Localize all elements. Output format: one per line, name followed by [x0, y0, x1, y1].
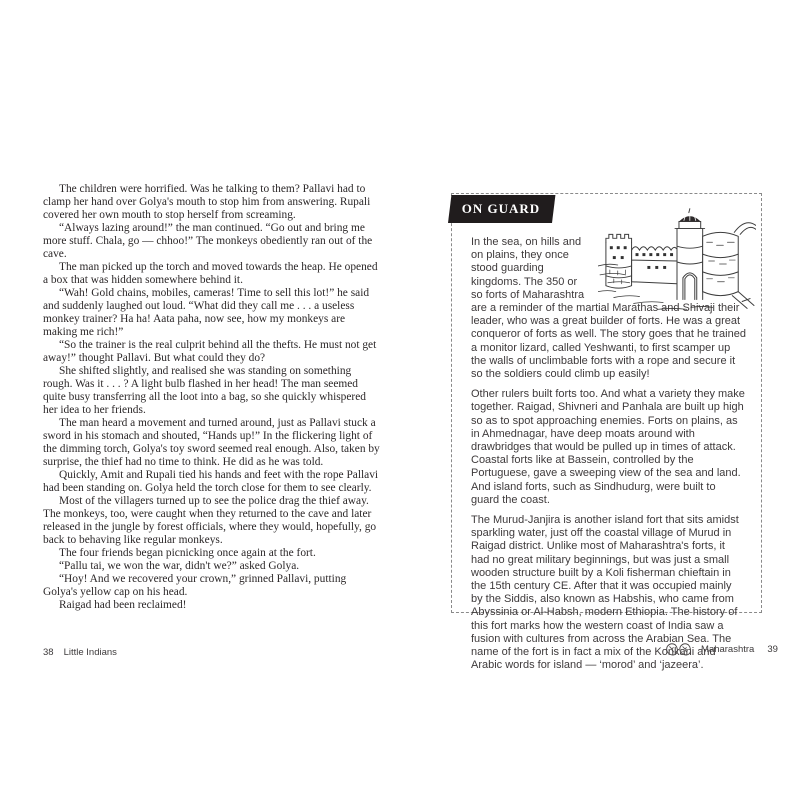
story-paragraph: “Pallu tai, we won the war, didn't we?” asked Golya. — [59, 560, 300, 572]
story-paragraph: The man heard a movement and turned around, just as Pallavi stuck a sword in his stomach and shouted, “Hands up!” In the flickering light of the dimming torch, Golya's toy sword seemed real enough. Also, taken by surprise, the thief had no time to think. He did as he was told. — [43, 417, 380, 468]
box-paragraph: In the sea, on hills and on plains, they once stood guarding kingdoms. The 350 or so forts of Maharashtra are a reminder of the martial Marathas and Shivaji their leader, who was a great builder of forts. He was a great conqueror of forts as well. The story goes that he trained a monitor lizard, called Yeshwanti, to first scamper up the walls of unclimbable forts with a rope and secure it so the soldiers could climb up easily! — [471, 236, 746, 381]
right-page-footer — [664, 642, 778, 657]
on-guard-banner-label: ON GUARD — [461, 201, 541, 216]
on-guard-banner — [448, 195, 556, 223]
page-number: 38 — [43, 647, 54, 658]
info-box-content — [452, 194, 761, 673]
page-number: 39 — [767, 644, 778, 655]
story-paragraph: Raigad had been reclaimed! — [59, 599, 187, 611]
story-paragraph: “Wah! Gold chains, mobiles, cameras! Time to sell this lot!” he said and suddenly laughed out loud. “What did they call me . . . a useless monkey trainer? Ha ha! Aata paha, now see, how my monkeys are making me rich!” — [43, 287, 370, 338]
left-page-footer — [43, 647, 117, 658]
story-paragraph: The four friends began picnicking once again at the fort. — [59, 547, 316, 559]
on-guard-info-box — [451, 193, 762, 672]
story-paragraph: “Always lazing around!” the man continued. “Go out and bring me more stuff. Chala, go — chhoo!” The monkeys obediently ran out of the cave. — [43, 222, 373, 260]
story-paragraph: “So the trainer is the real culprit behind all the thefts. He must not get away!” thought Pallavi. But what could they do? — [43, 339, 377, 364]
story-paragraph: She shifted slightly, and realised she was standing on something rough. Was it . . . ? A light bulb flashed in her head! The man seemed quite busy transferring all the loot into a bag, so she quickly whispered her idea to her friends. — [43, 365, 366, 416]
story-paragraph: Quickly, Amit and Rupali tied his hands and feet with the rope Pallavi had been standing on. Golya held the torch close for them to see clearly. — [43, 469, 379, 494]
story-paragraph: Most of the villagers turned up to see the police drag the thief away. The monkeys, too, were caught when they returned to the cave and later released in the jungle by forest officials, where they would, hopefully, go back to behaving like regular monkeys. — [43, 495, 377, 546]
paisley-icon — [664, 642, 694, 657]
story-paragraph: The man picked up the torch and moved towards the heap. He opened a box that was hidden somewhere behind it. — [43, 261, 378, 286]
box-paragraph: Other rulers built forts too. And what a variety they make together. Raigad, Shivneri and Panhala are built up high so as to spot approaching enemies. Forts on plains, as in Ahmednagar, have deep moats around with drawbridges that would be pulled up in times of attack. Coastal forts like at Bassein, controlled by the Portuguese, gave a sweeping view of the sea and land. And island forts, such as Sindhudurg, were built to guard the coast. — [471, 388, 745, 506]
left-page-story — [43, 183, 381, 612]
story-paragraph: The children were horrified. Was he talking to them? Pallavi had to clamp her hand over Golya's mouth to stop him from answering. Rupali covered her own mouth to stop herself from screaming. — [43, 183, 371, 221]
book-title: Little Indians — [63, 647, 117, 658]
box-paragraph: The Murud-Janjira is another island fort that sits amidst sparkling water, just off the coastal village of Murud in Raigad district. Unlike most of Maharashtra's forts, it had no great military beginnings, but was just a small wooden structure built by a Koli fisherman chieftain in the 15th century CE. After that it was occupied mainly by the Siddis, also known as Habshis, who came from Abyssinia or Al-Habsh, modern Ethiopia. The history of this fort marks how the western coast of India saw a fusion with cultures from across the Arabian Sea. The name of the fort is in fact a mix of the Konkani and Arabic words for island — ‘morod’ and ‘jazeera’. — [471, 514, 739, 672]
story-paragraph: “Hoy! And we recovered your crown,” grinned Pallavi, putting Golya's yellow cap on his head. — [43, 573, 347, 598]
chapter-title: Maharashtra — [701, 644, 755, 655]
